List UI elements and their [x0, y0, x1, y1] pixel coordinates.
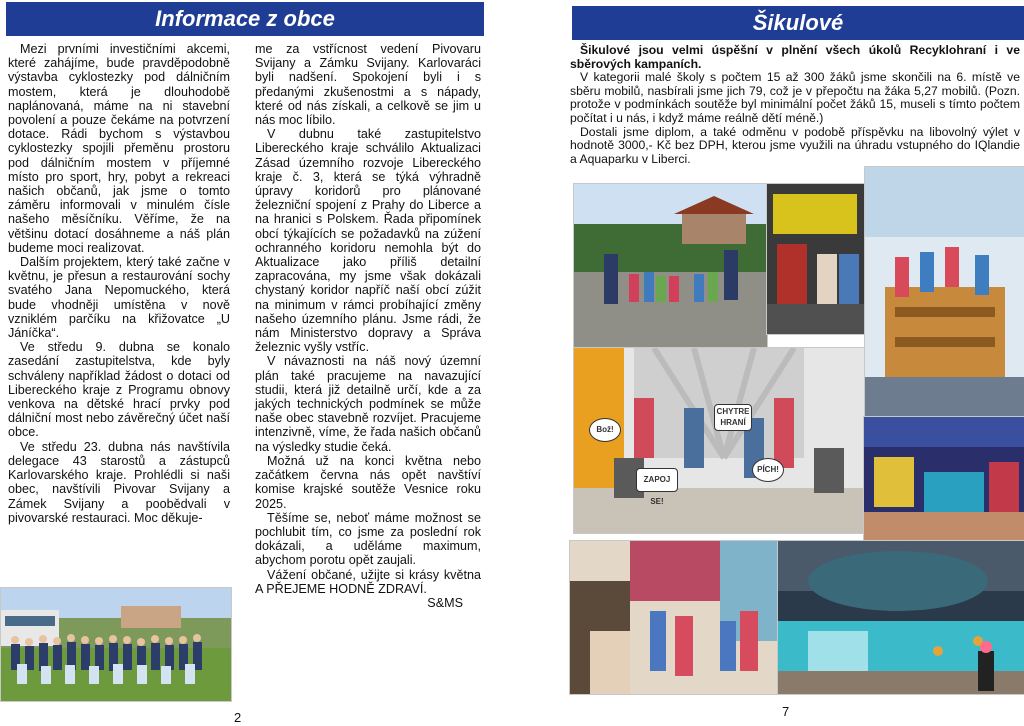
signature: S&MS: [427, 595, 463, 610]
paragraph: Možná už na konci května nebo začátkem června nás opět navštíví komise krajské soutěže Vesnice roku 2025.: [255, 453, 481, 511]
left-column-2: [255, 42, 481, 610]
lead-paragraph: Šikulové jsou velmi úspěšní v plnění všech úkolů Recyklohraní i ve sběrových kampaních.: [570, 43, 1020, 71]
photo-children-signs: [573, 347, 865, 534]
paragraph: Dalším projektem, který také začne v květnu, je přesun a restaurování sochy svatého Jana Nepomuckého, která bude vhodněji umístěna v nově vzniklém parčíku na křižovatce „U Jáníčka“.: [8, 255, 230, 341]
page-number: 2: [234, 710, 242, 725]
page-number: 7: [782, 704, 790, 719]
paragraph: Dostali jsme diplom, a také odměnu v podobě příspěvku na libovolný výlet v hodnotě 3000,- Kč bez DPH, kterou jsme využili na úhradu vstupného do IQlandie a Aquaparku v Liberci.: [570, 124, 1020, 166]
right-page-title: Šikulové: [572, 6, 1024, 40]
sign-text: Bož!: [589, 418, 621, 442]
paragraph: Vážení občané, užijte si krásy května A PŘEJEME HODNĚ ZDRAVÍ.: [255, 567, 481, 596]
paragraph: Ve středu 23. dubna nás navštívila delegace 43 starostů a zástupců Karlovarského kraje. Prohlédli si naši obec, navštívili Pivovar Svijany a Zámek Svijany a poobědvali v pivovarské restauraci. Moc děkuje-: [8, 439, 230, 525]
right-page: [560, 0, 1024, 726]
left-column-1: [8, 42, 230, 525]
paragraph: Mezi prvními investičními akcemi, které zahájíme, bude pravděpodobně výstavba cyklostezky pod dálničním mostem, která je dlouhodobě naplánovaná, máme na ni stavební povolení a pouze čekáme na potvrzení dotace. Rádi bychom s výstavbou cyklostezky spojili přeměnu prostoru pod dálničním mostem v příjemné místo pro sport, hry, pobyt a rekreaci našich občanů, jak jsme o tomto záměru informovali v minulém čísle našeho měsíčníku. Věříme, že na většinu dotací dosáhneme a náš plán budeme moci realizovat.: [8, 42, 230, 255]
photo-outdoor-group: [573, 183, 768, 349]
sign-text: PÍCH!: [752, 458, 784, 482]
group-photo-delegation: [0, 587, 232, 702]
sign-text: ZAPOJ SE!: [636, 468, 678, 492]
left-page: [0, 0, 490, 726]
photo-children-indoor: [569, 540, 779, 695]
paragraph: Těšíme se, neboť máme možnost se pochlubit tím, co jsme za poslední rok dokázali, a uděláme maximum, abychom porotu opět zaujali.: [255, 510, 481, 568]
right-text-block: [570, 44, 1020, 166]
photo-exhibit-group: [766, 183, 865, 335]
paragraph: Ve středu 9. dubna se konalo zasedání zastupitelstva, kde byly schváleny například žádost o dotaci od Libereckého kraje z Programu obnovy venkova na dětské hrací prvky pod dálniční most nebo závěrečný účet naší obce.: [8, 340, 230, 440]
left-page-title: Informace z obce: [6, 2, 484, 36]
sign-text: CHYTRE HRANÍ: [714, 404, 752, 431]
photo-aquapark: [777, 540, 1024, 695]
paragraph: V návaznosti na náš nový územní plán také pracujeme na navazující studii, která již detailně určí, kde a za jakých technických podmínek se může naše obec stavebně rozvíjet. Pracujeme intenzivně, víme, že řada našich občanů na výsledky studie čeká.: [255, 354, 481, 454]
paragraph: V kategorii malé školy s počtem 15 až 300 žáků jsme skončili na 6. místě ve sběru mobilů, nasbírali jsme jich 79, což je v přepočtu na žáka 5,27 mobilů. (Pozn. protože v podmínkách soutěže byl minimální počet žáků 15, museli s tímto počtem počítat i u nás, i když máme reálně dětí méně.): [570, 70, 1020, 125]
photo-interactive-room: [863, 416, 1024, 542]
gutter: [490, 0, 560, 726]
photo-children-structure: [864, 166, 1024, 418]
paragraph: V dubnu také zastupitelstvo Libereckého kraje schválilo Aktualizaci Zásad územního rozvoje Libereckého kraje č. 3, která se týká výhradně úpravy koridorů pro plánované železniční spojení z Prahy do Liberce a na hranici s Polskem. Řada připomínek obcí týkajících se požadavků na zúžení ochranného koridoru nemohla být do Aktualizace jako příliš detailní zapracována, my jsme však dokázali chystaný koridor napříč naší obcí zúžit na minimum v rámci probíhající změny našeho územního plánu. Jsme rádi, že nám Ministerstvo dopravy a Správa železnic vyšly vstříc.: [255, 127, 481, 355]
paragraph: me za vstřícnost vedení Pivovaru Svijany a Zámku Svijany. Karlovaráci byli nadšení. Spokojení byli i s předanými zkušenostmi a s nápady, které od nás získali, a celkově se jim u nás moc líbilo.: [255, 42, 481, 128]
